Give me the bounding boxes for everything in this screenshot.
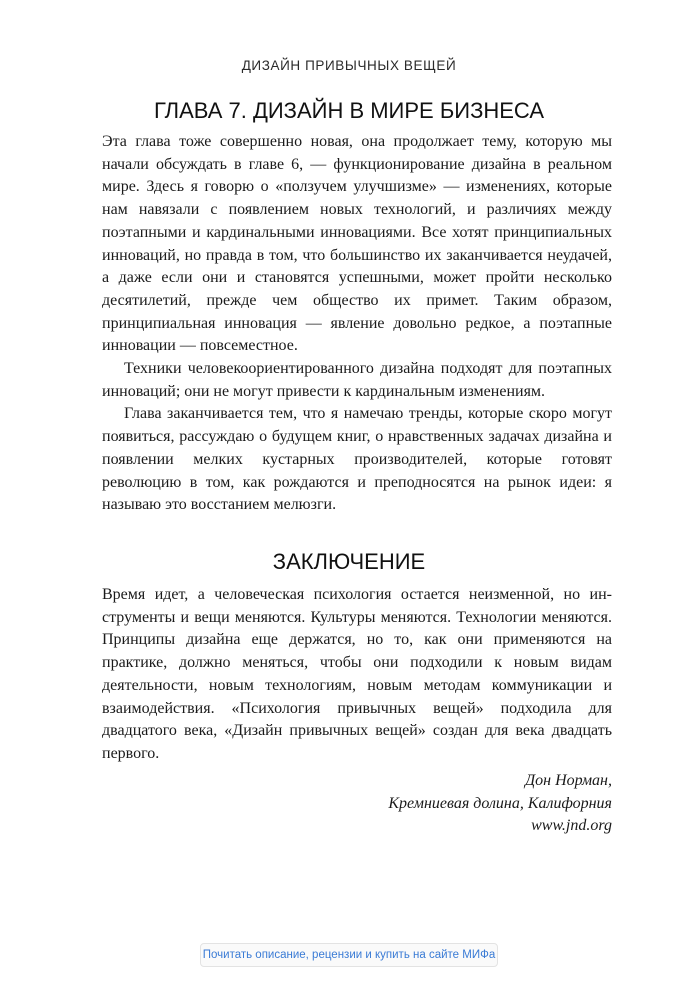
running-head: ДИЗАЙН ПРИВЫЧНЫХ ВЕЩЕЙ xyxy=(241,58,457,73)
signature-location: Кремниевая долина, Калифорния xyxy=(388,794,612,812)
signature xyxy=(102,770,612,838)
promo-banner xyxy=(200,943,498,967)
promo-link[interactable]: Почитать описание, рецензии и купить на сайте МИФа xyxy=(202,949,496,961)
signature-author: Дон Норман, xyxy=(524,772,612,789)
chapter-7-title: ГЛАВА 7. ДИЗАЙН В МИРЕ БИЗНЕСА xyxy=(153,98,545,123)
paragraph: Время идет, а человеческая психология остается неизменной, но инструменты и вещи меняются. Культуры меняются. Технологии меняются. Принципы дизайна еще держатся, но то, как они применяются на практике, должно меняться, чтобы они подходили к новым видам деятельности, новым технологиям, новым методам коммуникации и взаимодействия. «Психология привычных вещей» подходила для двадцатого века, «Дизайн привычных вещей» создан для века двадцать первого. xyxy=(102,586,612,762)
paragraph: Эта глава тоже совершенно новая, она продолжает тему, которую мы начали обсуждать в главе 6, — функционирование дизайна в реальном мире. Здесь я говорю о «ползучем улучшизме» — изменениях, которые нам навязали с появлением новых технологий, и различиях между поэтапными и кардинальными инновациями. Все хотят принципиальных инноваций, но правда в том, что большинство их заканчивается неудачей, а даже если они и становятся успешными, может пройти несколько десятилетий, прежде чем общество их примет. Таким образом, принципиальная инновация — явление довольно редкое, а поэтапные инновации — повсеместное. xyxy=(102,133,612,355)
conclusion-body xyxy=(102,584,612,766)
signature-website: www.jnd.org xyxy=(531,817,612,834)
chapter-7-body xyxy=(102,131,612,517)
paragraph: Техники человекоориентированного дизайна подходят для поэтапных инноваций; они не могут привести к кардинальным изменениям. xyxy=(102,360,612,400)
paragraph: Глава заканчивается тем, что я намечаю тренды, которые скоро могут появиться, рассуждаю о будущем книг, о нравственных задачах дизайна и появлении мелких кустарных производителей, которые готовят революцию в том, как рождаются и преподносятся на рынок идеи: я называю это восстанием мелюзги. xyxy=(102,405,612,514)
conclusion-title: ЗАКЛЮЧЕНИЕ xyxy=(272,549,426,574)
